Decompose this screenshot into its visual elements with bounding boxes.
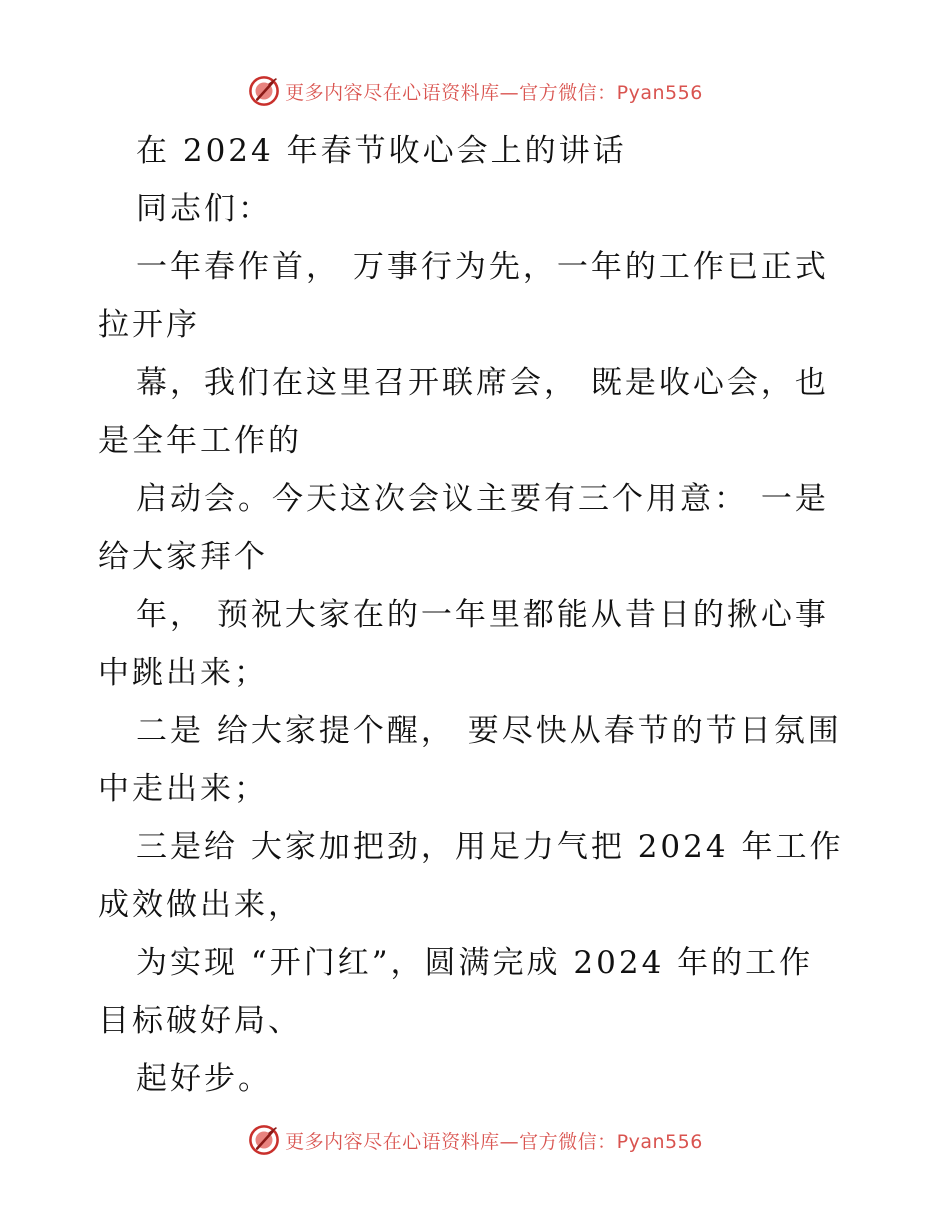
footer-banner xyxy=(0,1120,950,1160)
paragraph-line: 中走出来； xyxy=(98,771,268,807)
banner-text: 更多内容尽在心语资料库—官方微信：Pyan556 xyxy=(285,1130,703,1153)
paragraph-line: 中跳出来； xyxy=(98,655,268,691)
paragraph-line: 起好步。 xyxy=(136,1061,272,1097)
banner-text: 更多内容尽在心语资料库—官方微信：Pyan556 xyxy=(285,81,703,104)
paragraph-line: 二是 给大家提个醒， 要尽快从春节的节日氛围 xyxy=(136,713,842,749)
red-wax-seal-logo-icon xyxy=(247,1123,281,1157)
salutation: 同志们： xyxy=(136,191,272,227)
header-banner xyxy=(0,71,950,111)
paragraph-line: 三是给 大家加把劲，用足力气把 2024 年工作 xyxy=(136,829,844,865)
paragraph-line: 目标破好局、 xyxy=(98,1003,302,1039)
paragraph-line: 启动会。今天这次会议主要有三个用意： 一是 xyxy=(136,481,829,517)
paragraph-line: 给大家拜个 xyxy=(98,539,268,575)
paragraph-line: 拉开序 xyxy=(98,307,200,343)
paragraph-line: 年， 预祝大家在的一年里都能从昔日的揪心事 xyxy=(136,597,829,633)
paragraph-line: 为实现 “开门红”，圆满完成 2024 年的工作 xyxy=(136,945,814,981)
paragraph-line: 是全年工作的 xyxy=(98,423,302,459)
red-wax-seal-logo-icon xyxy=(247,74,281,108)
document-title: 在 2024 年春节收心会上的讲话 xyxy=(136,133,627,169)
paragraph-line: 幕，我们在这里召开联席会， 既是收心会，也 xyxy=(136,365,829,401)
document-body xyxy=(98,122,858,1108)
paragraph-line: 一年春作首， 万事行为先，一年的工作已正式 xyxy=(136,249,829,285)
paragraph-line: 成效做出来， xyxy=(98,887,302,923)
